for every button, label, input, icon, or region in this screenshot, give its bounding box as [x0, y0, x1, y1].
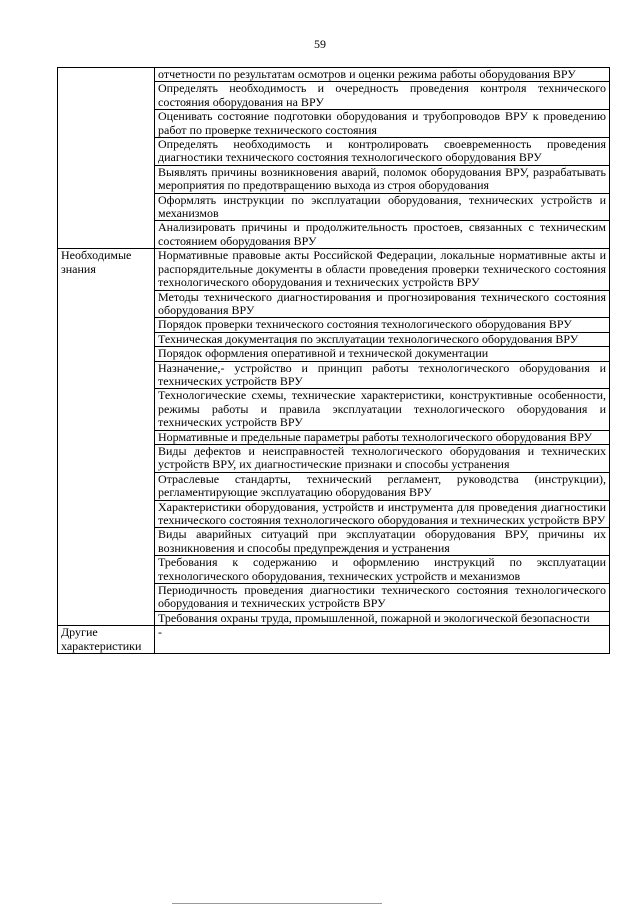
- requirement-cell: Нормативные и предельные параметры работы технологического оборудования ВРУ: [155, 430, 610, 444]
- section-heading: Необходимые знания: [58, 249, 155, 626]
- requirement-cell: -: [155, 626, 610, 654]
- requirement-cell: Виды аварийных ситуаций при эксплуатации оборудования ВРУ, причины их возникновения и способы предупреждения и устранения: [155, 528, 610, 556]
- table-row: [58, 68, 610, 82]
- requirement-cell: Нормативные правовые акты Российской Федерации, локальные нормативные акты и распорядительные документы в области проведения проверки технического состояния технологического оборудования и технических устройств ВРУ: [155, 249, 610, 290]
- requirement-cell: Требования к содержанию и оформлению инструкций по эксплуатации технологического оборудования, технических устройств и механизмов: [155, 556, 610, 584]
- requirements-table: [57, 67, 610, 654]
- requirement-cell: Анализировать причины и продолжительность простоев, связанных с техническим состоянием оборудования ВРУ: [155, 221, 610, 249]
- requirement-cell: Методы технического диагностирования и прогнозирования технического состояния оборудования ВРУ: [155, 290, 610, 318]
- requirement-cell: Выявлять причины возникновения аварий, поломок оборудования ВРУ, разрабатывать мероприятия по предотвращению выхода из строя оборудования: [155, 165, 610, 193]
- requirement-cell: Техническая документация по эксплуатации технологического оборудования ВРУ: [155, 332, 610, 346]
- table-row: [58, 249, 610, 290]
- requirement-cell: Порядок проверки технического состояния технологического оборудования ВРУ: [155, 318, 610, 332]
- page-number: 59: [314, 37, 326, 51]
- requirements-table-body: [58, 68, 610, 654]
- requirement-cell: Виды дефектов и неисправностей технологического оборудования и технических устройств ВРУ, их диагностические признаки и способы устранения: [155, 444, 610, 472]
- table-row: [58, 626, 610, 654]
- requirement-cell: отчетности по результатам осмотров и оценки режима работы оборудования ВРУ: [155, 68, 610, 82]
- requirement-cell: Отраслевые стандарты, технический регламент, руководства (инструкции), регламентирующие эксплуатацию оборудования ВРУ: [155, 472, 610, 500]
- section-heading: Другие характеристики: [58, 626, 155, 654]
- requirement-cell: Требования охраны труда, промышленной, пожарной и экологической безопасности: [155, 611, 610, 625]
- requirement-cell: Порядок оформления оперативной и технической документации: [155, 347, 610, 361]
- requirement-cell: Периодичность проведения диагностики технического состояния технологического оборудования и технических устройств ВРУ: [155, 584, 610, 612]
- requirement-cell: Оформлять инструкции по эксплуатации оборудования, технических устройств и механизмов: [155, 193, 610, 221]
- scan-artifact-line: [172, 903, 382, 904]
- requirement-cell: Оценивать состояние подготовки оборудования и трубопроводов ВРУ к проведению работ по проверке технического состояния: [155, 110, 610, 138]
- requirement-cell: Определять необходимость и очередность проведения контроля технического состояния оборудования на ВРУ: [155, 82, 610, 110]
- requirement-cell: Назначение,- устройство и принцип работы технологического оборудования и технических устройств ВРУ: [155, 361, 610, 389]
- section-heading: [58, 68, 155, 249]
- requirement-cell: Определять необходимость и контролировать своевременность проведения диагностики технического состояния технологического оборудования ВРУ: [155, 138, 610, 166]
- requirement-cell: Технологические схемы, технические характеристики, конструктивные особенности, режимы работы и правила эксплуатации технологического оборудования и технических устройств ВРУ: [155, 389, 610, 430]
- requirement-cell: Характеристики оборудования, устройств и инструмента для проведения диагностики технического состояния технологического оборудования и технических устройств ВРУ: [155, 500, 610, 528]
